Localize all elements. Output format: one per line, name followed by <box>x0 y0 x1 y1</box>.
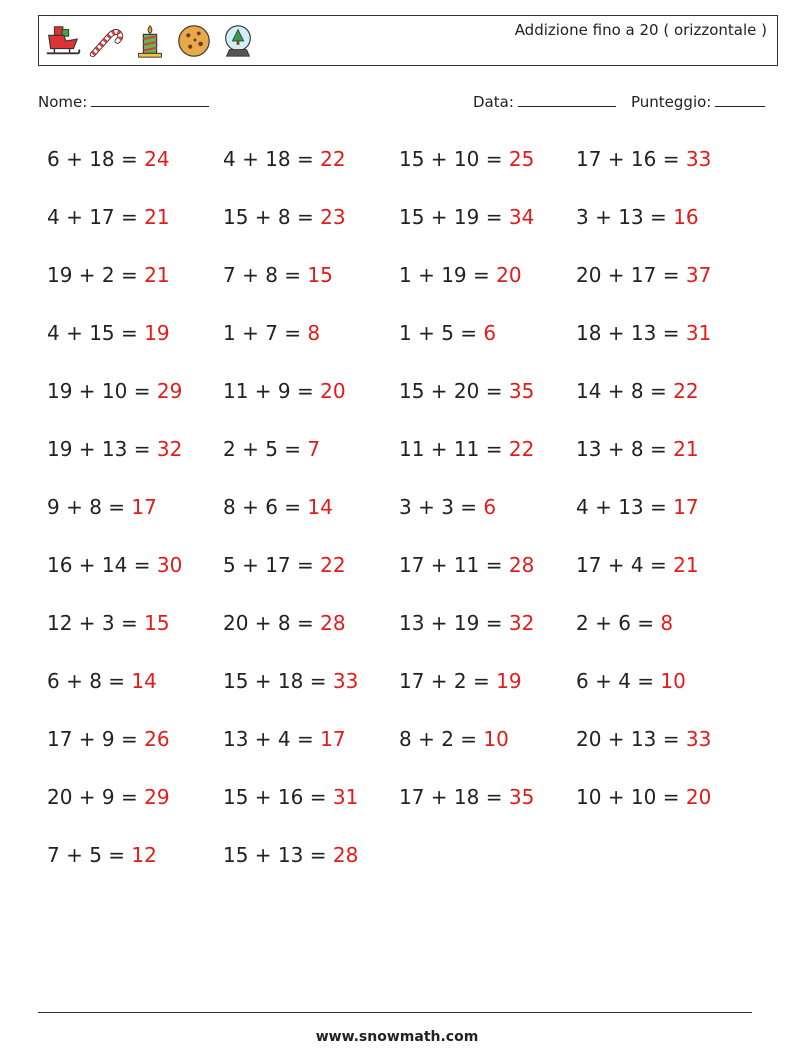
footer-url: www.snowmath.com <box>315 1029 479 1045</box>
problem-expression: 15 + 16 = <box>223 785 333 809</box>
problem-item <box>576 495 699 519</box>
problem-item <box>47 669 157 693</box>
problem-answer: 28 <box>332 843 359 867</box>
problem-answer: 34 <box>508 205 535 229</box>
problem-expression: 1 + 7 = <box>223 321 308 345</box>
problem-expression: 17 + 4 = <box>576 553 674 577</box>
problem-expression: 8 + 2 = <box>399 727 484 751</box>
problem-expression: 17 + 16 = <box>576 147 686 171</box>
problem-item <box>399 263 522 287</box>
problem-answer: 16 <box>673 205 699 229</box>
problem-expression: 6 + 8 = <box>47 669 132 693</box>
name-field <box>38 92 209 111</box>
problem-expression: 20 + 13 = <box>576 727 686 751</box>
header-box <box>38 15 778 66</box>
problem-answer: 32 <box>156 437 183 461</box>
problem-expression: 10 + 10 = <box>576 785 686 809</box>
problem-expression: 20 + 9 = <box>47 785 145 809</box>
problem-answer: 22 <box>320 553 346 577</box>
problem-expression: 17 + 18 = <box>399 785 509 809</box>
problem-item <box>47 553 182 577</box>
problem-answer: 25 <box>508 147 535 171</box>
problem-item <box>223 553 346 577</box>
problem-expression: 4 + 18 = <box>223 147 321 171</box>
problem-expression: 20 + 17 = <box>576 263 686 287</box>
problem-expression: 3 + 13 = <box>576 205 674 229</box>
name-blank[interactable] <box>91 92 209 107</box>
problem-item <box>576 147 711 171</box>
problem-expression: 4 + 15 = <box>47 321 145 345</box>
problem-item <box>576 785 711 809</box>
problem-answer: 14 <box>307 495 333 519</box>
problem-expression: 2 + 6 = <box>576 611 661 635</box>
score-label: Punteggio: <box>631 93 712 111</box>
problem-answer: 31 <box>332 785 359 809</box>
problem-expression: 15 + 13 = <box>223 843 333 867</box>
problem-answer: 15 <box>144 611 170 635</box>
problem-answer: 31 <box>685 321 712 345</box>
problem-item <box>47 379 182 403</box>
problem-expression: 1 + 5 = <box>399 321 484 345</box>
date-label: Data: <box>473 93 514 111</box>
problem-expression: 6 + 4 = <box>576 669 661 693</box>
problem-answer: 17 <box>673 495 699 519</box>
problem-item <box>47 843 157 867</box>
candle-icon <box>131 22 169 60</box>
problem-expression: 4 + 13 = <box>576 495 674 519</box>
problem-item <box>223 785 358 809</box>
problem-answer: 23 <box>320 205 346 229</box>
problem-item <box>399 321 496 345</box>
problem-expression: 12 + 3 = <box>47 611 145 635</box>
snow-globe-icon <box>219 22 257 60</box>
problem-expression: 11 + 11 = <box>399 437 509 461</box>
problem-item <box>399 437 534 461</box>
problem-expression: 19 + 13 = <box>47 437 157 461</box>
problem-expression: 15 + 10 = <box>399 147 509 171</box>
problem-item <box>399 553 534 577</box>
problem-expression: 15 + 19 = <box>399 205 509 229</box>
problem-answer: 19 <box>144 321 170 345</box>
problem-item <box>47 263 170 287</box>
problem-item <box>576 611 673 635</box>
problem-item <box>47 495 157 519</box>
problem-expression: 13 + 4 = <box>223 727 321 751</box>
problem-item <box>223 437 320 461</box>
problem-answer: 29 <box>144 785 170 809</box>
problem-answer: 21 <box>144 205 170 229</box>
problem-answer: 22 <box>320 147 346 171</box>
problem-expression: 11 + 9 = <box>223 379 321 403</box>
footer-divider <box>38 1012 752 1013</box>
date-blank[interactable] <box>518 92 616 107</box>
problem-item <box>399 727 509 751</box>
problem-answer: 33 <box>332 669 359 693</box>
score-field <box>631 92 765 111</box>
problem-item <box>223 379 346 403</box>
problem-item <box>399 379 534 403</box>
problem-item <box>47 727 170 751</box>
problem-item <box>399 611 534 635</box>
problem-answer: 26 <box>144 727 170 751</box>
problem-expression: 3 + 3 = <box>399 495 484 519</box>
problem-answer: 8 <box>660 611 674 635</box>
problem-item <box>399 785 534 809</box>
problem-expression: 15 + 8 = <box>223 205 321 229</box>
problem-expression: 14 + 8 = <box>576 379 674 403</box>
problem-item <box>47 205 170 229</box>
problem-expression: 17 + 2 = <box>399 669 497 693</box>
problem-answer: 6 <box>483 321 497 345</box>
problem-expression: 2 + 5 = <box>223 437 308 461</box>
problem-answer: 12 <box>131 843 157 867</box>
problem-item <box>223 263 333 287</box>
problem-expression: 17 + 11 = <box>399 553 509 577</box>
problem-answer: 8 <box>307 321 321 345</box>
problem-answer: 30 <box>156 553 183 577</box>
problem-expression: 6 + 18 = <box>47 147 145 171</box>
problem-item <box>576 321 711 345</box>
problem-expression: 18 + 13 = <box>576 321 686 345</box>
problem-answer: 24 <box>144 147 170 171</box>
problem-answer: 21 <box>673 553 699 577</box>
problem-expression: 13 + 19 = <box>399 611 509 635</box>
problem-item <box>223 495 333 519</box>
problem-answer: 10 <box>660 669 686 693</box>
problem-answer: 28 <box>320 611 346 635</box>
cookie-icon <box>175 22 213 60</box>
problem-expression: 5 + 17 = <box>223 553 321 577</box>
problem-expression: 13 + 8 = <box>576 437 674 461</box>
problem-answer: 15 <box>307 263 333 287</box>
problem-answer: 7 <box>307 437 321 461</box>
problem-item <box>399 205 534 229</box>
problem-answer: 20 <box>685 785 712 809</box>
problem-item <box>576 553 699 577</box>
score-blank[interactable] <box>715 92 765 107</box>
problem-answer: 17 <box>320 727 346 751</box>
problem-answer: 37 <box>685 263 712 287</box>
problem-item <box>576 437 699 461</box>
problem-answer: 22 <box>673 379 699 403</box>
problem-item <box>576 669 686 693</box>
problem-answer: 19 <box>496 669 522 693</box>
problem-answer: 33 <box>685 147 712 171</box>
problem-answer: 10 <box>483 727 509 751</box>
problem-answer: 17 <box>131 495 157 519</box>
icon-strip <box>43 21 257 61</box>
problem-expression: 7 + 8 = <box>223 263 308 287</box>
name-label: Nome: <box>38 93 88 111</box>
problem-item <box>47 147 170 171</box>
problem-expression: 19 + 2 = <box>47 263 145 287</box>
problem-answer: 21 <box>673 437 699 461</box>
problem-item <box>47 321 170 345</box>
problem-answer: 21 <box>144 263 170 287</box>
problem-expression: 20 + 8 = <box>223 611 321 635</box>
problem-expression: 17 + 9 = <box>47 727 145 751</box>
problem-answer: 32 <box>508 611 535 635</box>
problem-item <box>223 205 346 229</box>
problem-item <box>223 147 346 171</box>
problem-item <box>399 147 534 171</box>
problem-item <box>399 669 522 693</box>
problem-answer: 35 <box>508 785 535 809</box>
problem-item <box>47 785 170 809</box>
worksheet-title: Addizione fino a 20 ( orizzontale ) <box>514 21 767 39</box>
problem-expression: 15 + 18 = <box>223 669 333 693</box>
problem-item <box>47 437 182 461</box>
problem-item <box>223 843 358 867</box>
problem-answer: 29 <box>156 379 183 403</box>
problem-item <box>223 669 358 693</box>
problem-expression: 1 + 19 = <box>399 263 497 287</box>
problem-answer: 20 <box>320 379 346 403</box>
problem-answer: 20 <box>496 263 522 287</box>
problem-item <box>576 379 699 403</box>
date-field <box>473 92 616 111</box>
problem-answer: 14 <box>131 669 157 693</box>
problem-expression: 15 + 20 = <box>399 379 509 403</box>
problem-item <box>576 727 711 751</box>
sleigh-icon <box>43 22 81 60</box>
problem-expression: 16 + 14 = <box>47 553 157 577</box>
problem-item <box>576 205 699 229</box>
problem-item <box>576 263 711 287</box>
problem-item <box>223 321 320 345</box>
problem-item <box>47 611 170 635</box>
problem-expression: 9 + 8 = <box>47 495 132 519</box>
problem-item <box>223 727 346 751</box>
problem-expression: 4 + 17 = <box>47 205 145 229</box>
problem-expression: 8 + 6 = <box>223 495 308 519</box>
problem-answer: 28 <box>508 553 535 577</box>
problem-answer: 22 <box>508 437 535 461</box>
problem-item <box>399 495 496 519</box>
problem-answer: 35 <box>508 379 535 403</box>
problem-item <box>223 611 346 635</box>
problem-answer: 33 <box>685 727 712 751</box>
problem-answer: 6 <box>483 495 497 519</box>
problem-expression: 19 + 10 = <box>47 379 157 403</box>
candy-cane-icon <box>87 22 125 60</box>
problem-expression: 7 + 5 = <box>47 843 132 867</box>
